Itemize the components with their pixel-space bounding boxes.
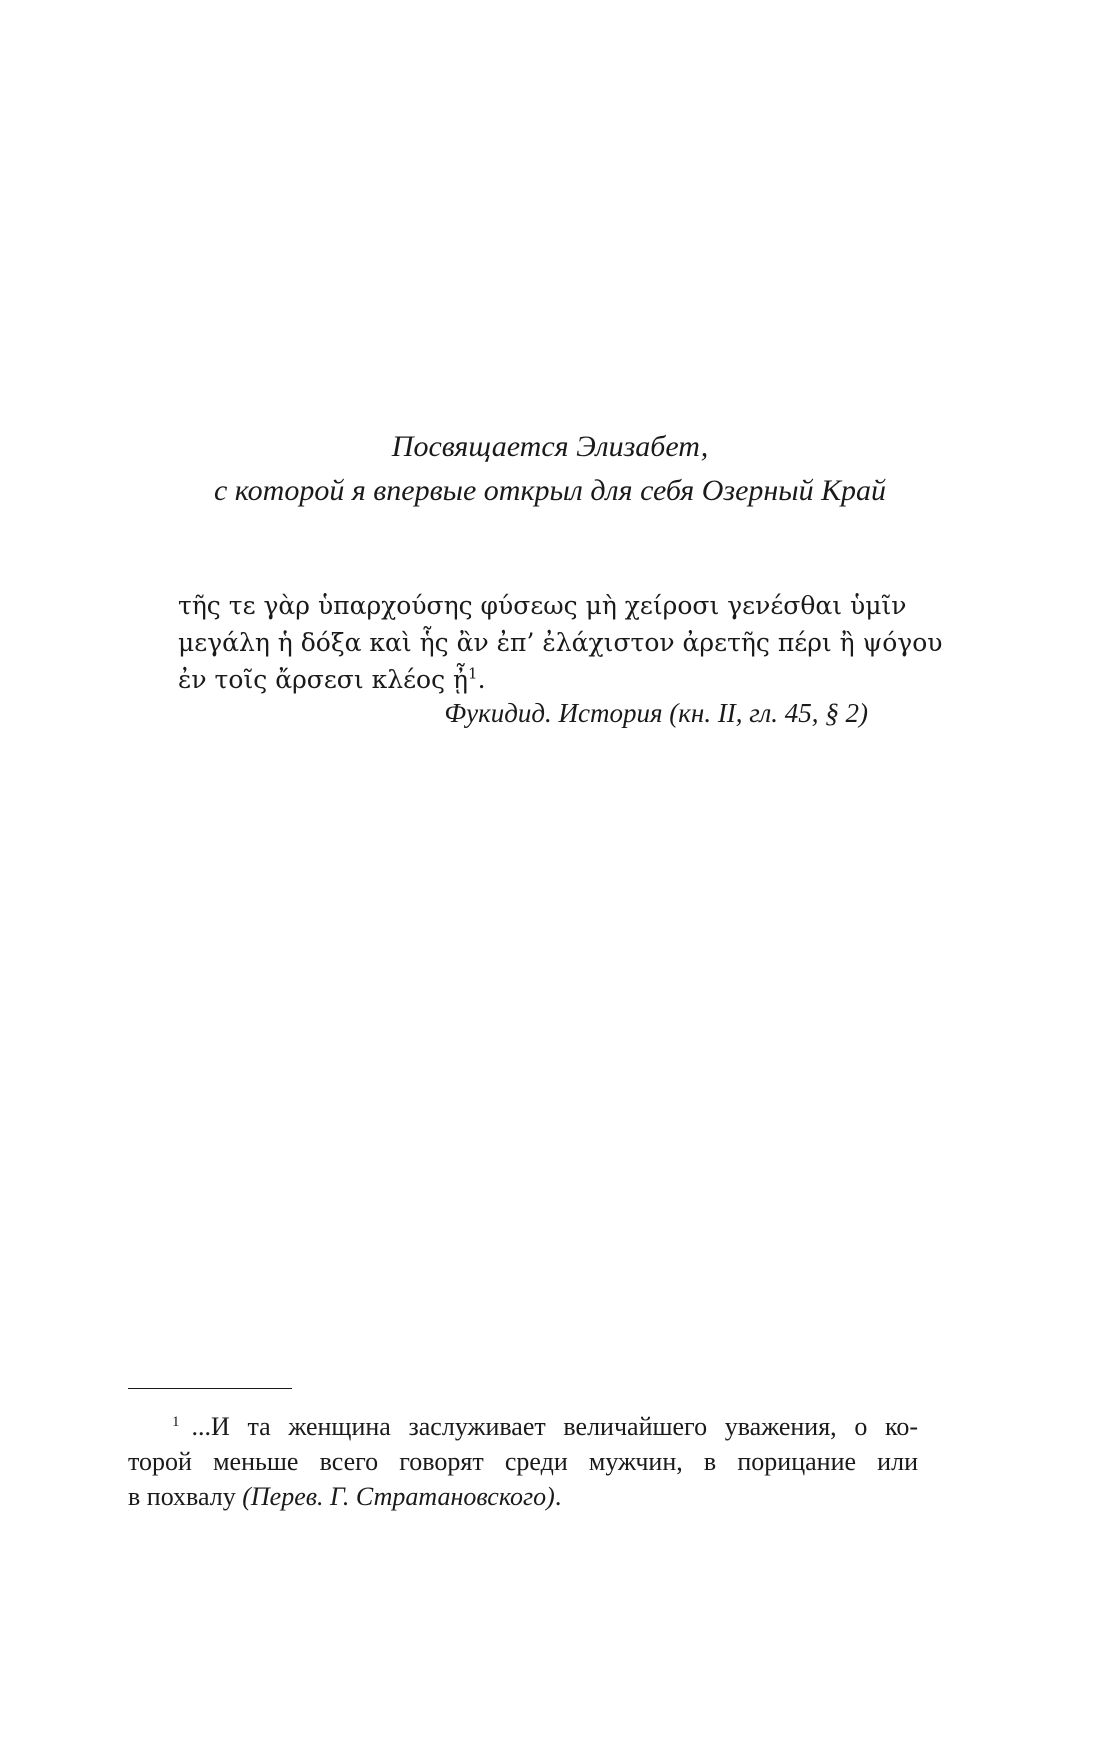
footnote-translator-credit: (Перев. Г. Стратановского) [242, 1482, 555, 1511]
epigraph-line-3-text: ἐν τοῖς ἄρσεσι κλέος ᾖ [178, 665, 469, 694]
epigraph-source: Фукидид. История (кн. II, гл. 45, § 2) [444, 698, 868, 728]
epigraph-line-3-end: . [477, 665, 486, 694]
footnote-reference[interactable]: 1 [468, 664, 478, 683]
dedication-line-2: с которой я впервые открыл для себя Озерный Край [213, 474, 887, 507]
epigraph-line-3 [178, 661, 868, 698]
footnote-line-3 [128, 1479, 918, 1514]
footnote-line-2: торой меньше всего говорят среди мужчин, в порицание или [128, 1447, 918, 1476]
dedication [0, 425, 1100, 513]
epigraph-line-2: μεγάλη ἡ δόξα καὶ ἧς ἂν ἐπ’ ἐλάχιστον ἀρετῆς πέρι ἢ ψόγου [178, 628, 943, 657]
footnote-line-1 [128, 1405, 918, 1444]
epigraph-line-1: τῆς τε γὰρ ὑπαρχούσης φύσεως μὴ χείροσι γενέσθαι ὑμῖν [178, 591, 907, 620]
epigraph-quote [178, 587, 943, 698]
footnote-mark: 1 [172, 1414, 180, 1430]
footnote-divider [128, 1388, 292, 1389]
footnote [128, 1405, 918, 1514]
dedication-line-1: Посвящается Элизабет, [391, 430, 709, 463]
footnote-line-1-text: ...И та женщина заслуживает величайшего уважения, о ко- [191, 1412, 918, 1441]
footnote-line-3-suffix: . [554, 1482, 562, 1511]
footnote-line-3-prefix: в похвалу [128, 1482, 243, 1511]
